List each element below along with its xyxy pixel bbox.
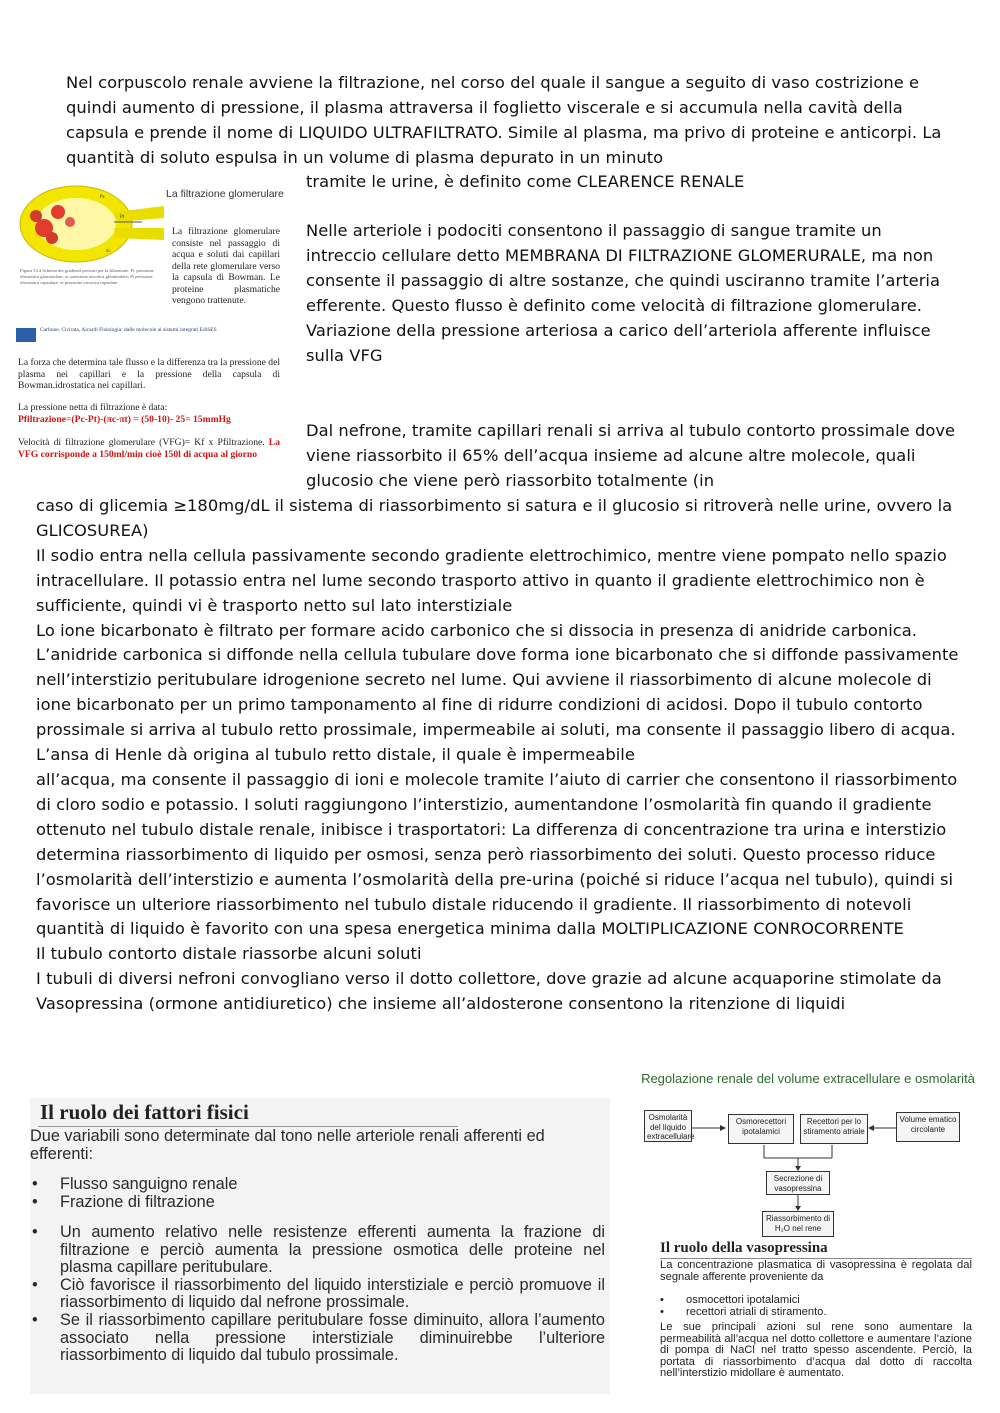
list-item: • Un aumento relativo nelle resistenze efferenti aumenta la frazione di filtrazione e perciò aumenta la pressione osmotica delle proteine nel plasma capillare peritubulare. xyxy=(30,1224,605,1277)
box-vasopressin-secretion: Secrezione di vasopressina xyxy=(766,1171,830,1195)
gfr-text xyxy=(18,437,280,460)
text-line-sodium: Il sodio entra nella cellula passivamente secondo gradiente elettrochimico, mentre viene pompato nello spazio intracellulare. Il potassio entra nel lume secondo trasporto attivo in quanto il gradiente elettrochimico non è sufficiente, quindi vi è trasporto netto sul lato interstiziale xyxy=(36,545,947,615)
figure-caption: Figura 53.4 Schema dei gradienti pressori per la filtrazione. Pc pressione idrostatica glomerulare; πc pressione oncotica glomerulare; Pt pressione idrostatica capsulare; πt pressione oncotica capsulare xyxy=(20,268,154,285)
glomerulus-diagram xyxy=(14,182,164,268)
figure-intro: Due variabili sono determinate dal tono nelle arteriole renali afferenti ed efferenti: xyxy=(30,1127,545,1163)
gfr-label: Velocità di filtrazione glomerulare (VFG)= Kf x Pfiltrazione. xyxy=(18,437,265,448)
book-reference: Carbone, Cicirata, Aicardi Fisiologia: dalle molecole ai sistemi integrati EdiSES xyxy=(40,327,217,333)
list-item: • Se il riassorbimento capillare peritubulare fosse diminuito, allora l’aumento associato nella pressione interstiziale diminuirebbe l’ulteriore riassorbimento di liquido dal tubulo prossimale. xyxy=(30,1312,605,1365)
text-line-collecting-duct: I tubuli di diversi nefroni convogliano verso il dotto collettore, dove grazie ad alcune acquaporine stimolate da Vasopressina (ormone antidiuretico) che insieme all’aldosterone consentono la ritenzione di liquidi xyxy=(36,969,942,1014)
list-item: • recettori atriali di stiramento. xyxy=(660,1307,972,1319)
paragraph-membrane: Nelle arteriole i podociti consentono il passaggio di sangue tramite un intreccio cellulare detto MEMBRANA DI FILTRAZIONE GLOMERURALE, ma non consente il passaggio di altre sostanze, che quindi usciranno tramite l’arteria efferente. Questo flusso è definito come velocità di filtrazione glomerulare. Variazione della pressione arteriosa a carico dell’arteriola afferente influisce sulla VFG xyxy=(306,221,941,365)
svg-text:πc: πc xyxy=(106,249,111,254)
figure-heading: Il ruolo dei fattori fisici xyxy=(40,1100,249,1124)
figure-vasopressin xyxy=(638,1070,978,1394)
paragraph-block xyxy=(36,494,971,1017)
box-osmoreceptors: Osmorecettori ipotalamici xyxy=(728,1114,794,1144)
list-item: • Ciò favorisce il riassorbimento del liquido interstiziale e perciò promuove il riassorbimento di liquido dal nefrone prossimale. xyxy=(30,1277,605,1312)
vasopressin-list xyxy=(660,1295,972,1318)
figure-description: La filtrazione glomerulare consiste nel passaggio di acqua e soluti dai capillari della rete glomerulare verso la capsula di Bowman. Le proteine plasmatiche vengono trattenute. xyxy=(172,226,280,306)
gfr-value: La VFG corrisponde a 150ml/min cioè 150l di acqua al giorno xyxy=(18,437,280,460)
list-item: • Frazione di filtrazione xyxy=(30,1194,605,1212)
variables-list xyxy=(30,1176,605,1211)
text-line-distal-convoluted: Il tubulo contorto distale riassorbe alcuni soluti xyxy=(36,944,422,964)
filtration-force-text: La forza che determina tale flusso e la differenza tra la pressione del plasma nei capillari e la pressione della capsula di Bowman.idrostatica nei capillari. xyxy=(18,357,280,391)
net-pressure xyxy=(18,402,280,425)
vasopressin-title: Il ruolo della vasopressina xyxy=(660,1240,828,1256)
box-atrial-receptors: Recettori per lo stiramento atriale xyxy=(800,1114,868,1144)
svg-text:Pt: Pt xyxy=(120,215,125,220)
figure-title: La filtrazione glomerulare xyxy=(166,188,284,200)
paragraph-tubule: Dal nefrone, tramite capillari renali si arriva al tubulo contorto prossimale dove viene riassorbito il 65% dell’acqua insieme ad alcune altre molecole, quali glucosio che viene però riassorbito totalmente (in xyxy=(306,421,956,490)
effects-list xyxy=(30,1224,605,1365)
net-pressure-label: La pressione netta di filtrazione è data: xyxy=(18,402,168,413)
text-line-bicarbonate: Lo ione bicarbonato è filtrato per formare acido carbonico che si dissocia in presenza di anidride carbonica. L’anidride carbonica si diffonde nella cellula tubulare dove forma ione bicarbonato che si diffonde passivamente nell’interstizio peritubulare idrogenione secreto nel lume. Qui avviene il riassorbimento di alcune molecole di ione bicarbonato per un primo tamponamento al fine di ridurre condizioni di acidosi. Dopo il tubulo contorto prossimale si arriva al tubulo retto prossimale, impermeabile ai soluti, ma consente il passaggio libero di acqua. L’ansa di Henle dà origina al tubulo retto distale, il quale è impermeabile xyxy=(36,620,959,765)
vasopressin-actions: Le sue principali azioni sul rene sono aumentare la permeabilità all’acqua nel dotto collettore e aumentare l’azione di pompa di NaCl nel tratto spesso ascendente. Perciò, la portata di riassorbimento d’acqua dal dotto di raccolta nell’interstizio midollare è aumentato. xyxy=(660,1321,972,1380)
figure-title: Regolazione renale del volume extracellulare e osmolarità xyxy=(641,1071,975,1086)
text-line-distal: all’acqua, ma consente il passaggio di ioni e molecole tramite l’aiuto di carrier che consentono il riassorbimento di cloro sodio e potassio. I soluti raggiungono l’interstizio, aumentandone l’osmolarità fin quando il gradiente ottenuto nel tubulo distale renale, inibisce i trasportatori: La differenza di concentrazione tra urina e interstizio determina riassorbimento di liquido per osmosi, senza però riassorbimento dei soluti. Questo processo riduce l’osmolarità dell’interstizio e aumenta l’osmolarità della pre-urina (poiché si riduce l’acqua nel tubulo), quindi si favorisce un ulteriore riassorbimento nel tubulo distale riducendo il gradiente. Il riassorbimento di notevoli quantità di liquido è favorito con una spesa energetica minima dalla MOLTIPLICAZIONE CONROCORRENTE xyxy=(36,769,958,939)
vasopressin-body: La concentrazione plasmatica di vasopressina è regolata dal segnale afferente proveniente da xyxy=(660,1259,972,1283)
figure-physical-factors xyxy=(30,1098,610,1394)
paragraph-clearance: tramite le urine, è definito come CLEARENCE RENALE xyxy=(306,172,745,191)
text-line-glycosuria: caso di glicemia ≥180mg/dL il sistema di riassorbimento si satura e il glucosio si ritroverà nelle urine, ovvero la GLICOSUREA) xyxy=(36,496,953,540)
publisher-logo xyxy=(16,328,36,342)
svg-text:Pc: Pc xyxy=(100,195,105,200)
paragraph-filtration: Nel corpuscolo renale avviene la filtrazione, nel corso del quale il sangue a seguito di vaso costrizione e quindi aumento di pressione, il plasma attraversa il foglietto viscerale e si accumula nella cavità della capsula e prende il nome di LIQUIDO ULTRAFILTRATO. Simile al plasma, ma privo di proteine e anticorpi. La quantità di soluto espulsa in un volume di plasma depurato in un minuto xyxy=(66,73,942,167)
figure-glomerular-filtration xyxy=(14,182,286,474)
list-item: • osmocettori ipotalamici xyxy=(660,1295,972,1307)
net-pressure-formula: Pfiltrazione=(Pc-Pt)-(πc-πt) = (50-10)- 25= 15mmHg xyxy=(18,413,231,425)
list-item: • Flusso sanguigno renale xyxy=(30,1176,605,1194)
box-water-reabsorption: Riassorbimento di H₂O nel rene xyxy=(762,1211,834,1237)
box-blood-volume: Volume ematico circolante xyxy=(896,1112,960,1142)
box-extracellular-osmolarity: Osmolarità del liquido extracellulare xyxy=(644,1110,692,1142)
